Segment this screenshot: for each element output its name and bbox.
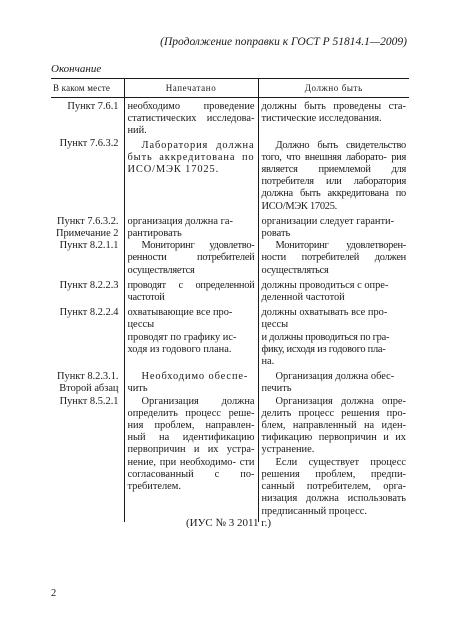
place-text: Пункт 7.6.3.2 <box>59 137 119 149</box>
cell-correct <box>258 98 409 138</box>
printed-paragraph <box>128 240 255 277</box>
printed-text: ний. <box>127 125 147 137</box>
printed-text: Лаборатория должна быть аккредитована по ИСО/МЭК 17025. <box>127 139 255 176</box>
cell-printed <box>124 98 258 138</box>
correct-text: блем, направленный на иден- <box>261 420 406 432</box>
correct-text: печить <box>261 383 292 395</box>
correct-text: ности потребителей должен осуществляться <box>261 252 406 276</box>
cell-correct <box>258 368 409 395</box>
printed-text: Мониторинг удовлетво- <box>141 240 255 252</box>
cell-printed <box>124 277 258 304</box>
correct-text: ровать <box>261 228 291 240</box>
correct-text: должны быть проведены ста- <box>261 101 406 112</box>
printed-text: Организация должна определить процесс реше- <box>127 395 255 419</box>
correct-text: должны проводиться с опре- <box>261 279 389 291</box>
correct-text: Должно быть свидетельство того, что внешняя лаборато- <box>261 139 406 163</box>
printed-text: чить <box>127 383 148 395</box>
printed-text: необходимо проведение статистических исследова- <box>127 101 255 125</box>
printed-text: ходя из годового плана. <box>127 343 232 355</box>
table-row <box>51 396 409 522</box>
printed-text: охватывающие все про- <box>127 307 233 319</box>
table-row <box>51 138 409 213</box>
printed-text: ный на идентификацию первопричин и их устра- <box>127 432 255 456</box>
table-row <box>51 304 409 368</box>
correct-text: тификацию первопричин и их устранение. <box>261 432 406 456</box>
table-row <box>51 240 409 277</box>
column-header-printed: Напечатано <box>124 79 258 98</box>
section-label: Окончание <box>51 63 102 75</box>
table-row <box>51 98 409 138</box>
cell-printed <box>124 213 258 240</box>
cell-place <box>51 368 124 395</box>
printed-text: ния проблем, направлен- <box>127 420 255 432</box>
correct-text: Организация должна опре- <box>275 395 406 407</box>
cell-correct <box>258 304 409 368</box>
correct-text: рия является приемлемой для потребителя или лаборатория должна быть аккредитована по ИСО/МЭК 17025. <box>261 151 406 212</box>
place-text: Пункт 7.6.1 <box>67 101 119 112</box>
correct-paragraph <box>262 140 407 213</box>
page-number: 2 <box>51 588 57 599</box>
cell-place <box>51 277 124 304</box>
correct-text: тистические исследования. <box>261 113 382 125</box>
cell-place <box>51 240 124 277</box>
place-text: Пункт 8.2.2.3 <box>59 279 119 291</box>
correct-text: Если существует процесс решения проблем, предпи- <box>261 456 406 480</box>
correct-text: санный потребителем, орга- <box>261 481 406 493</box>
place-text: Пункт 8.2.2.4 <box>59 307 119 319</box>
place-text: Пункт 8.2.3.1. <box>57 371 119 383</box>
table-header-row <box>51 79 409 98</box>
correct-text: Организация должна обес- <box>275 371 395 383</box>
printed-text: проводят по графику ис- <box>127 331 237 343</box>
printed-text: Необходимо обеспе- <box>141 371 249 383</box>
corrections-table <box>51 78 409 522</box>
cell-printed <box>124 138 258 213</box>
correct-text: цессы <box>261 319 289 331</box>
printed-text: цессы <box>127 319 155 331</box>
correct-text: Мониторинг удовлетворен- <box>275 240 406 252</box>
cell-correct <box>258 138 409 213</box>
column-header-place: В каком месте <box>51 79 124 98</box>
table-header <box>51 79 409 98</box>
correct-paragraph <box>262 457 407 518</box>
place-text: Второй абзац <box>59 383 119 395</box>
cell-correct <box>258 213 409 240</box>
cell-place <box>51 304 124 368</box>
correct-text: на. <box>261 356 275 368</box>
cell-correct <box>258 240 409 277</box>
printed-text: рантировать <box>127 228 182 240</box>
table-row <box>51 368 409 395</box>
place-text: Пункт 7.6.3.2. <box>57 215 119 227</box>
amendment-header-note: (Продолжение поправки к ГОСТ Р 51814.1—2009) <box>160 36 407 48</box>
correct-text: делить процесс решения про- <box>261 407 406 419</box>
table-row <box>51 213 409 240</box>
place-text: Примечание 2 <box>55 228 119 240</box>
cell-place <box>51 396 124 522</box>
table-body <box>51 98 409 522</box>
correct-paragraph <box>262 240 407 277</box>
correct-text: низация должна использовать предписанный процесс. <box>261 493 406 517</box>
footer-note: (ИУС № 3 2011 г.) <box>185 517 271 529</box>
correct-text: деленной частотой <box>261 292 345 304</box>
printed-text: организация должна га- <box>127 215 233 227</box>
printed-text: нение, при необходимо- <box>127 456 236 468</box>
cell-correct <box>258 277 409 304</box>
printed-text: требителем. <box>127 481 181 493</box>
printed-text: сти согласованный с по- <box>127 456 255 480</box>
correct-paragraph <box>262 396 407 457</box>
cell-correct <box>258 396 409 522</box>
correct-text: должны охватывать все про- <box>261 307 388 319</box>
cell-printed <box>124 304 258 368</box>
cell-printed <box>124 368 258 395</box>
printed-text: ренности потребителей осуществляется <box>127 252 255 276</box>
correct-text: фику, исходя из годового пла- <box>261 343 386 355</box>
cell-place <box>51 138 124 213</box>
printed-paragraph <box>128 396 255 494</box>
table-row <box>51 277 409 304</box>
correct-text: организации следует гаранти- <box>261 215 395 227</box>
place-text: Пункт 8.5.2.1 <box>59 395 119 407</box>
correct-text: и должны проводиться по гра- <box>261 331 390 343</box>
cell-printed <box>124 396 258 522</box>
cell-place <box>51 213 124 240</box>
cell-place <box>51 98 124 138</box>
cell-printed <box>124 240 258 277</box>
place-text: Пункт 8.2.1.1 <box>59 240 119 252</box>
column-header-correct: Должно быть <box>258 79 409 98</box>
printed-text: проводят с определенной частотой <box>127 279 255 304</box>
